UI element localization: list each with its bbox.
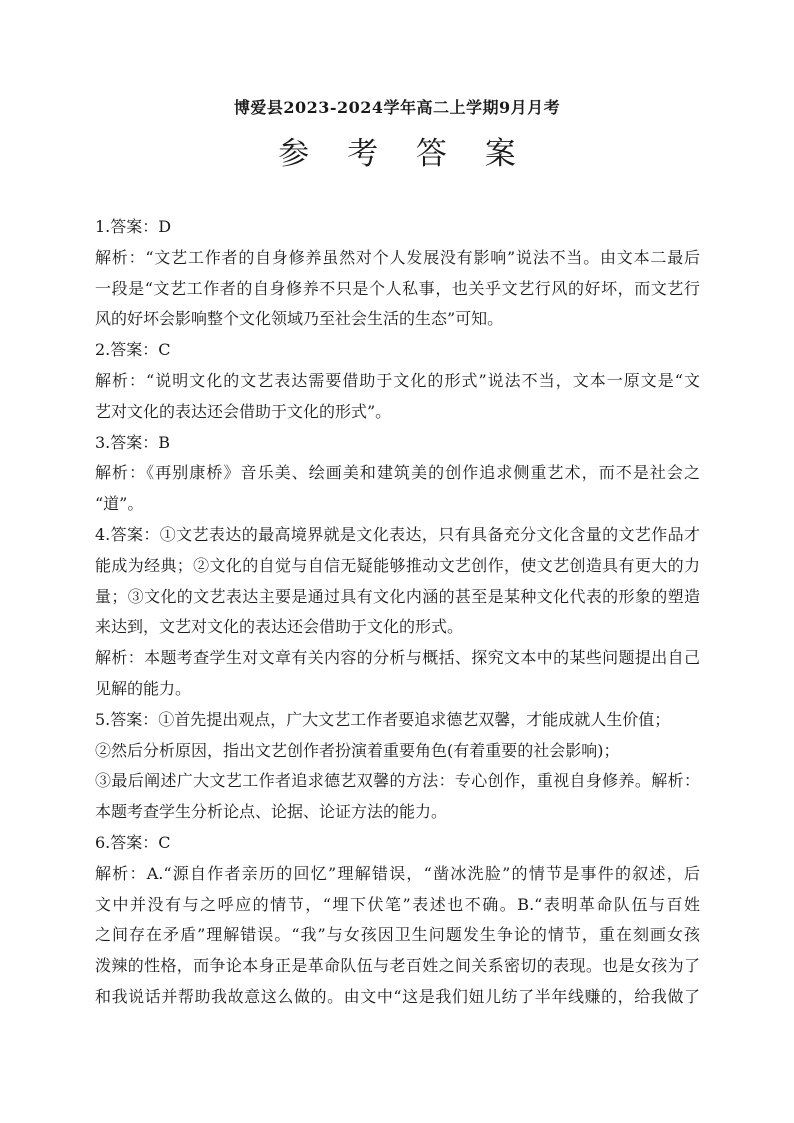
q5-answer-line: 本题考查学生分析论点、论据、论证方法的能力。	[95, 802, 448, 822]
q5-answer-line: 5.答案：①首先提出观点，广大文艺工作者要追求德艺双馨，才能成就人生价值；	[95, 709, 671, 729]
exam-title: 博爱县2023-2024学年高二上学期9月月考	[233, 98, 561, 117]
q6-analysis-line: 泼辣的性格，而争论本身正是革命队伍与老百姓之间关系密切的表现。也是女孩为了	[95, 956, 700, 976]
q1-analysis-line: 解析：“文艺工作者的自身修养虽然对个人发展没有影响”说法不当。由文本二最后	[95, 247, 700, 267]
q1-analysis-line: 风的好坏会影响整个文化领域乃至社会生活的生态”可知。	[95, 309, 504, 329]
q4-answer-line: 量；③文化的文艺表达主要是通过具有文化内涵的甚至是某种文化代表的形象的塑造	[95, 586, 700, 606]
q3-analysis-line: 解析：《再别康桥》音乐美、绘画美和建筑美的创作追求侧重艺术，而不是社会之	[95, 463, 700, 483]
q1-analysis-line: 一段是“文艺工作者的自身修养不只是个人私事，也关乎文艺行风的好坏，而文艺行	[95, 278, 700, 298]
q5-answer-line: ②然后分析原因，指出文艺创作者扮演着重要角色(有着重要的社会影响)；	[95, 740, 620, 760]
answer-body	[95, 212, 700, 1013]
q1-answer-line: 1.答案：D	[95, 217, 172, 236]
q2-analysis-line: 解析：“说明文化的文艺表达需要借助于文化的形式”说法不当，文本一原文是“文	[95, 370, 700, 390]
q6-answer-line: 6.答案：C	[95, 832, 171, 852]
q6-analysis-line: 之间存在矛盾”理解错误。“我”与女孩因卫生问题发生争论的情节，重在刻画女孩	[95, 925, 700, 945]
q4-answer-line: 能成为经典；②文化的自觉与自信无疑能够推动文艺创作，使文艺创造具有更大的力	[95, 555, 700, 575]
q4-answer-line: 4.答案：①文艺表达的最高境界就是文化表达，只有具备充分文化含量的文艺作品才	[95, 524, 700, 544]
document-heading: 参 考 答 案	[278, 136, 530, 172]
q4-analysis-line: 见解的能力。	[95, 678, 192, 698]
q6-analysis-line: 和我说话并帮助我故意这么做的。由文中“这是我们妞儿纺了半年线赚的，给我做了	[95, 986, 700, 1006]
q2-answer-line: 2.答案：C	[95, 340, 171, 360]
q6-analysis-line: 文中并没有与之呼应的情节，“埋下伏笔”表述也不确。B.“表明革命队伍与百姓	[95, 894, 700, 914]
q4-analysis-line: 解析：本题考查学生对文章有关内容的分析与概括、探究文本中的某些问题提出自己	[95, 648, 700, 668]
q6-analysis-line: 解析：A.“源自作者亲历的回忆”理解错误，“凿冰洗脸”的情节是事件的叙述，后	[95, 863, 700, 883]
q4-answer-line: 来达到，文艺对文化的表达还会借助于文化的形式。	[95, 617, 464, 637]
q3-answer-line: 3.答案：B	[95, 432, 171, 452]
q2-analysis-line: 艺对文化的表达还会借助于文化的形式”。	[95, 401, 392, 421]
q5-answer-line: ③最后阐述广大文艺工作者追求德艺双馨的方法：专心创作，重视自身修养。解析：	[95, 771, 700, 791]
q3-analysis-line: “道”。	[95, 494, 144, 514]
